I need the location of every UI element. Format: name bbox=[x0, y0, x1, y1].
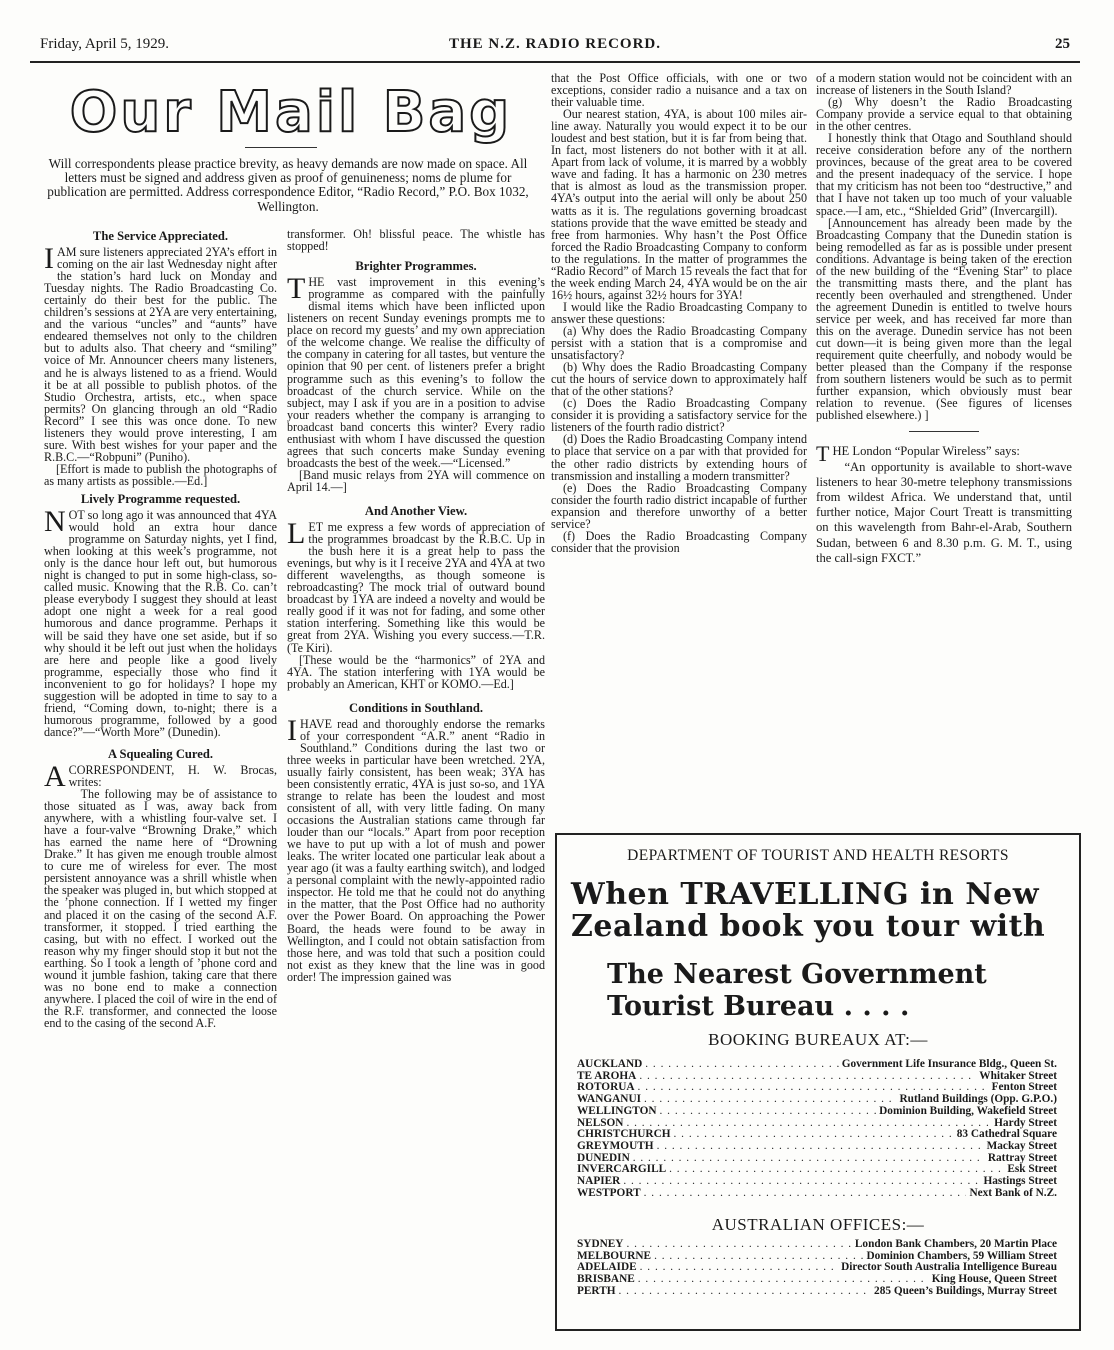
section-divider bbox=[909, 431, 979, 432]
letter-heading: A Squealing Cured. bbox=[107, 746, 214, 761]
column-4 bbox=[816, 72, 1072, 828]
editor-note: [Announcement has already been made by the Broadcasting Company that the Dunedin station is being remodelled as far as is possible under present conditions. Advantage is being taken of the erection of the new building of the “Evening Star” to place the transmitting masts there, and the plant has recently been overhauled and strengthened. Under the agreement Dunedin is entitled to twelve hours service per week, and has received far more than this on the average. Dunedin service has not been cut down—it is being given more than the legal requirement quite cheerfully, and nobody would be better pleased than the Company if the response from southern listeners would be such as to permit further expansion, which obviously must bear relation to revenue. (See figures of licenses published elsewhere.) ] bbox=[816, 215, 1072, 423]
drop-cap: A bbox=[44, 759, 66, 793]
letter-body: of a modern station would not be coincident with an increase of listeners in the South Island? bbox=[816, 72, 1072, 98]
drop-cap: I bbox=[44, 242, 54, 276]
office-row: SYDNEY . . . London Bank Chambers, 20 Martin Place bbox=[577, 1239, 1057, 1251]
question-a: (a) Why does the Radio Broadcasting Company persist with a station that is a compromise and unsatisfactory? bbox=[551, 323, 807, 363]
news-item: THE London “Popular Wireless” says: bbox=[816, 441, 1020, 467]
booking-row: AUCKLAND . . . Government Life Insurance Bldg., Queen St. bbox=[577, 1059, 1057, 1071]
letter-body: I honestly think that Otago and Southland should receive consideration before any of the northern provinces, because of the great area to be covered and the present inadequacy of the service. I hope that my criticism has not been too “destructive,” and that I have not taken up too much of your valuable space.—I am, etc., “Shielded Grid” (Invercargill). bbox=[816, 131, 1072, 218]
ad-subheadline: The Nearest Government Tourist Bureau . . . . bbox=[607, 959, 987, 1022]
letter-heading: Conditions in Southland. bbox=[348, 700, 484, 715]
editor-intro: Will correspondents please practice brevity, as heavy demands are now made on space. All letters must be signed and address given as proof of genuineness; noms de plume for publication are permitted. Address correspondence Editor, “Radio Record,” P.O. Box 1032, Wellington. bbox=[47, 156, 529, 214]
letter-heading: Lively Programme requested. bbox=[80, 491, 241, 506]
australian-offices-list bbox=[577, 1239, 1057, 1298]
letter-body: NOT so long ago it was announced that 4YA would hold an extra hour dance programme on Saturday nights, yet I find, when looking at this week’s programme, not only is the dance hour left out, but humorous night is changed to put in some high-class, so-called music. Knowing that the R.B. Co. can’t please everybody I suggest they should at least adopt one night a week for a real good humorous and dance programme. Perhaps it will be said they have one set aside, but if so why should it be left out just when the holidays are here and people like a good lively programme, especially those who find it inconvenient to go for holidays? I hope my suggestion will be adopted in time to say to a friend, “Coming down, to-night; there is a humorous programme, followed by a good dance?”—“Worth More” (Dunedin). bbox=[44, 505, 277, 739]
letter-body: ACORRESPONDENT, H. W. Brocas, writes: bbox=[44, 759, 277, 793]
header-rule bbox=[30, 61, 1080, 63]
issue-date: Friday, April 5, 1929. bbox=[40, 36, 170, 52]
booking-row: WELLINGTON . . . Dominion Building, Wakefield Street bbox=[577, 1106, 1057, 1118]
question-g: (g) Why doesn’t the Radio Broadcasting Company provide a service equal to that obtaining in the other centres. bbox=[816, 95, 1072, 134]
booking-row: WANGANUI . . . Rutland Buildings (Opp. G.P.O.) bbox=[577, 1094, 1057, 1106]
news-quote: “An opportunity is available to short-wave listeners to hear 30-metre telephony transmissions from wildest Africa. We understand that, until further notice, Major Court Treatt is transmitting on this wavelength from Bahr-el-Arab, Southern Sudan, between 6 and 8.30 p.m. G. M. T., using the call-sign FXCT.” bbox=[816, 459, 1072, 565]
office-row: PERTH . . . 285 Queen’s Buildings, Murray Street bbox=[577, 1286, 1057, 1298]
drop-cap: T bbox=[816, 441, 830, 467]
section-masthead bbox=[52, 80, 530, 145]
question-b: (b) Why does the Radio Broadcasting Company cut the hours of service down to approximately half that of the other stations? bbox=[551, 360, 807, 399]
letter-body: LET me express a few words of appreciation of the programmes broadcast by the R.B.C. Up in the bush here it is a great help to pass the evenings, but why is it I receive 2YA and 4YA at two different wavelengths, as though someone is rebroadcasting? The mock trial of outward bound broadcast by 1YA are indeed a novelty and would be really good if it was not for fading, and some other station interfering. Something like this would be great from 2YA. Wishing you every success.—T.R. (Te Kiri). bbox=[287, 517, 545, 655]
drop-cap: T bbox=[287, 272, 306, 306]
page-header bbox=[40, 36, 1070, 58]
booking-row: ROTORUA . . . Fenton Street bbox=[577, 1082, 1057, 1094]
tourist-bureau-advertisement bbox=[555, 833, 1081, 1331]
booking-row: TE AROHA . . . Whitaker Street bbox=[577, 1071, 1057, 1083]
column-2 bbox=[287, 228, 545, 1340]
question-f: (f) Does the Radio Broadcasting Company consider that the provision bbox=[551, 528, 807, 555]
booking-heading: BOOKING BUREAUX AT:— bbox=[708, 1030, 928, 1049]
office-row: MELBOURNE . . . Dominion Chambers, 59 William Street bbox=[577, 1251, 1057, 1263]
question-e: (e) Does the Radio Broadcasting Company consider the fourth radio district incapable of further expansion and therefore unworthy of a better service? bbox=[551, 480, 807, 531]
editor-note: [These would be the “harmonics” of 2YA and 4YA. The station interfering with 1YA would be probably an American, KHT or KOMO.—Ed.] bbox=[287, 652, 545, 691]
drop-cap: I bbox=[287, 713, 297, 747]
masthead-rule bbox=[245, 147, 317, 148]
page-number: 25 bbox=[1055, 36, 1070, 52]
question-d: (d) Does the Radio Broadcasting Company intend to place that service on a par with that provided for the other radio districts by extending hours of transmission and installing a modern transmitter? bbox=[551, 432, 807, 483]
ad-headline: When TRAVELLING in New Zealand book you tour with bbox=[571, 877, 1046, 944]
publication-title: THE N.Z. RADIO RECORD. bbox=[448, 36, 662, 52]
booking-row: GREYMOUTH . . . Mackay Street bbox=[577, 1141, 1057, 1153]
letter-body: that the Post Office officials, with one or two exceptions, consider radio a nuisance and a tax on their valuable time. bbox=[551, 72, 807, 110]
editor-note: [Band music relays from 2YA will commence on April 14.—] bbox=[287, 467, 545, 494]
letter-heading: Brighter Programmes. bbox=[355, 259, 477, 274]
booking-list bbox=[577, 1059, 1057, 1199]
column-3 bbox=[551, 72, 807, 828]
booking-row: WESTPORT . . . Next Bank of N.Z. bbox=[577, 1188, 1057, 1200]
office-row: BRISBANE . . . King House, Queen Street bbox=[577, 1274, 1057, 1286]
ad-department: DEPARTMENT OF TOURIST AND HEALTH RESORTS bbox=[627, 847, 1009, 864]
masthead-title: Our Mail Bag bbox=[69, 80, 513, 145]
office-row: ADELAIDE . . . Director South Australia Intelligence Bureau bbox=[577, 1262, 1057, 1274]
booking-row: NAPIER . . . Hastings Street bbox=[577, 1176, 1057, 1188]
letter-body: IAM sure listeners appreciated 2YA’s effort in coming on the air last Wednesday night after the station’s hard luck on Monday and Tuesday nights. The Radio Broadcasting Co. certainly do their best for the public. The children’s sessions at 2YA are very entertaining, and the various “uncles” and “aunts” have endeared themselves not only to the children but to adults also. That cheery and “smiling” voice of Mr. Announcer cheers many listeners, and he is always listened to as a friend. Would it be at all possible to publish photos. of the Studio Orchestra, artists, etc., when space permits? On glancing through an old “Radio Record” I see this was once done. To new listeners they would prove interesting, I am sure. With best wishes for your paper and the R.B.C.—“Robpuni” (Puniho). bbox=[44, 242, 277, 464]
booking-row: INVERCARGILL . . . Esk Street bbox=[577, 1164, 1057, 1176]
letter-body: transformer. Oh! blissful peace. The whistle has stopped! bbox=[287, 228, 545, 254]
letter-body: Our nearest station, 4YA, is about 100 miles air-line away. Naturally you would expect it to be our loudest and best station, but it is far from being that. In fact, most listeners do not bother with it at all. Apart from lack of volume, it is marred by a wobbly wave and fading. It has a harmonic on 230 metres that is almost as loud as the transmission proper. 4YA’s output into the aerial will only be about 250 watts as it is. The regulations governing broadcast stations provide that the wave emitted be steady and free from harmonies. Why hasn’t the Post Office forced the Radio Broadcasting Company to conform to the regulations. In the matter of programmes the “Radio Record” of March 15 reveals the fact that for the week ending March 24, 4YA would be on the air 16½ hours, against 32½ hours for 3YA! bbox=[551, 107, 807, 302]
letter-body: THE vast improvement in this evening’s programme as compared with the painfully dismal items which have been inflicted upon listeners on recent Sunday evenings prompts me to place on record my guests’ and my own appreciation of the welcome change. We realise the difficulty of the company in catering for all tastes, but venture the opinion that 90 per cent. of listeners prefer a bright programme such as this evening’s to follow the broadcast of the church service. While on the subject, may I ask if you are in a position to advise your readers whether the company is arranging to broadcast band concerts this winter? Every radio enthusiast with whom I have discussed the question agrees that such concerts make Sunday evening broadcasts the best of the week.—“Licensed.” bbox=[287, 272, 545, 470]
letter-heading: And Another View. bbox=[364, 503, 468, 518]
drop-cap: L bbox=[287, 517, 306, 551]
editor-note: [Effort is made to publish the photographs of as many artists as possible.—Ed.] bbox=[44, 461, 277, 488]
letter-body: IHAVE read and thoroughly endorse the remarks of your correspondent “A.R.” anent “Radio in Southland.” Conditions during the last two or three weeks in particular have been wretched. 2YA, usually fairly consistent, has been weak; 3YA has been consistently erratic, 4YA is just so-so, and 1YA strange to relate has been the loudest and most consistent of all, with very little fading. On many occasions the Australian stations came through far louder than our “locals.” Apart from poor reception we have to put up with a lot of mush and power leaks. The writer located one particular leak about a year ago (it was a faulty earthing switch), and lodged a personal complaint with the newly-appointed radio inspector. He told me that he could not do anything in the matter, that the Post Office had no authority over the Power Board. On approaching the Power Board, the heads were found to be away in Wellington, and I could not obtain satisfaction from those here, and was told that such a position could not exist as they knew that the line was in good order! The impression gained was bbox=[287, 713, 545, 984]
column-1 bbox=[44, 228, 277, 1340]
question-c: (c) Does the Radio Broadcasting Company consider it is providing a satisfactory service for the listeners of the fourth radio district? bbox=[551, 396, 807, 435]
australian-offices-heading: AUSTRALIAN OFFICES:— bbox=[711, 1215, 925, 1234]
drop-cap: N bbox=[44, 505, 66, 539]
booking-row: NELSON . . . Hardy Street bbox=[577, 1118, 1057, 1130]
letter-body: I would like the Radio Broadcasting Company to answer these questions: bbox=[551, 299, 807, 326]
letter-heading: The Service Appreciated. bbox=[92, 229, 229, 243]
letter-body: The following may be of assistance to those situated as I was, away back from anywhere, with a whistling four-valve set. I have a four-valve “Browning Drake,” which has earned the name here of “Drowning Drake.” It has given me enough trouble almost to cure me of wireless for ever. The most persistent annoyance was a shrill whistle when the speaker was pluged in, but which stopped at the ’phone connection. If I wetted my finger and placed it on the casing of the second A.F. transformer, it stopped. I tried earthing the casing, but with no effect. I worked out the reason why my finger should stop it but not the earthing. So I took a length of ’phone cord and wound it jumble fashion, taking care that there was no bone end to make a connection anywhere. I placed the coil of wire in the end of the R.F. transformer, and connected the loose end to the casing of the second A.F. bbox=[44, 787, 277, 1030]
booking-row: DUNEDIN . . . Rattray Street bbox=[577, 1153, 1057, 1165]
booking-row: CHRISTCHURCH . . . 83 Cathedral Square bbox=[577, 1129, 1057, 1141]
